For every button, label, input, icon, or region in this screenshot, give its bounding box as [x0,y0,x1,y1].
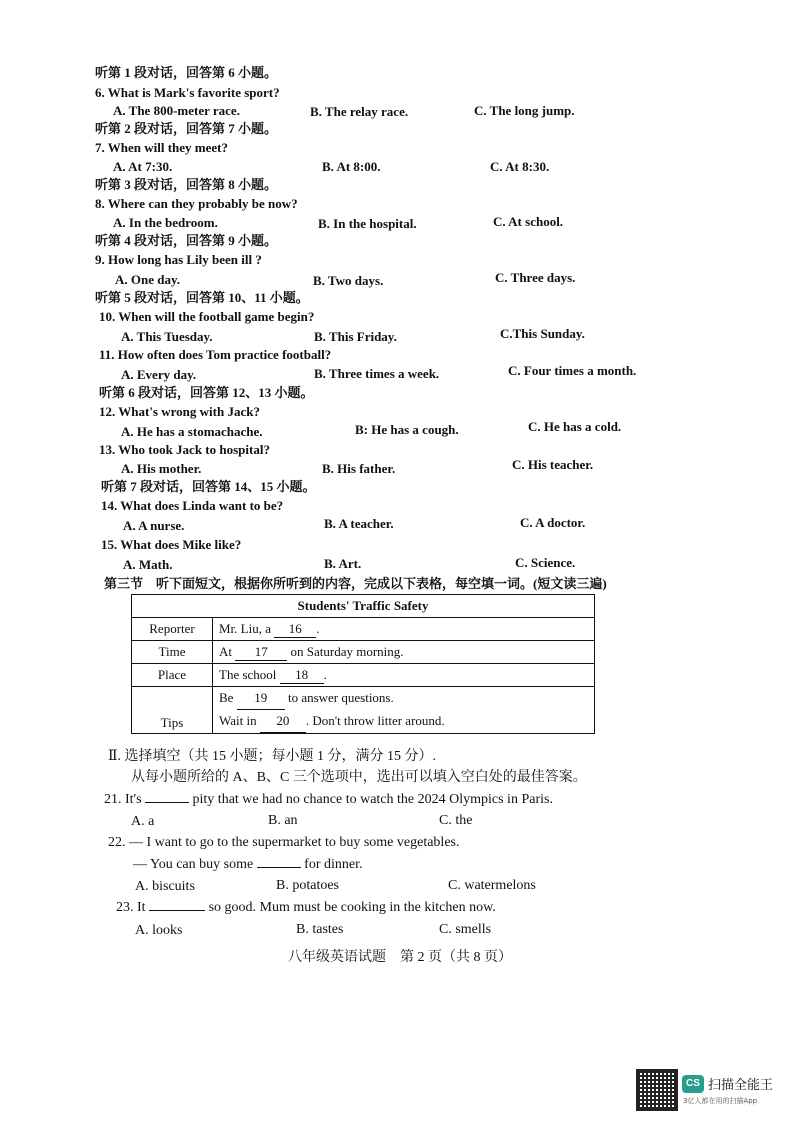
tips-cell [213,687,595,734]
reporter-label: Reporter [132,618,213,641]
section-3-instruction: 第三节 听下面短文，根据你所听到的内容，完成以下表格，每空填一词。(短文读三遍) [104,576,607,591]
q22-line2-start: — You can buy some [133,857,254,872]
q13-option-b: B. His father. [322,461,396,476]
blank-17[interactable]: 17 [235,644,287,661]
blank-20[interactable]: 20 [260,710,306,733]
question-12: 12. What's wrong with Jack? [99,404,260,419]
q13-option-c: C. His teacher. [512,457,594,472]
traffic-safety-table [131,594,595,734]
question-8: 8. Where can they probably be now? [95,196,298,211]
place-end: . [323,666,327,682]
blank-19[interactable]: 19 [237,687,285,710]
place-label: Place [132,664,213,687]
question-11: 11. How often does Tom practice football? [99,347,332,362]
q21-blank[interactable] [145,802,189,803]
q23-option-a: A. looks [135,923,183,938]
q21-option-a: A. a [131,814,155,829]
question-22: 22. — I want to go to the supermarket to buy some vegetables. [108,835,460,850]
dialogue-7-instruction: 听第 7 段对话，回答第 14、15 小题。 [101,479,316,494]
part-2-instruction: 从每小题所给的 A、B、C 三个选项中，选出可以填入空白处的最佳答案。 [131,770,587,785]
q12-option-a: A. He has a stomachache. [121,424,263,439]
q9-option-b: B. Two days. [313,273,384,288]
q22-line-2 [133,856,363,874]
blank-16[interactable]: 16 [274,621,316,638]
q12-option-c: C. He has a cold. [528,419,622,434]
scanner-logo-icon: CS [682,1075,704,1093]
q8-option-c: C. At school. [493,214,564,229]
time-cell [213,641,595,664]
q9-option-a: A. One day. [115,272,181,287]
table-row [132,641,595,664]
dialogue-6-instruction: 听第 6 段对话，回答第 12、13 小题。 [99,385,314,400]
q14-option-b: B. A teacher. [324,516,394,531]
question-21 [104,791,553,809]
question-13: 13. Who took Jack to hospital? [99,442,270,457]
q11-option-b: B. Three times a week. [314,366,440,381]
q21-option-b: B. an [268,813,298,828]
q10-option-c: C.This Sunday. [500,326,585,341]
tip1-rest: to answer questions. [287,690,394,705]
q7-option-b: B. At 8:00. [322,159,381,174]
q23-blank[interactable] [149,910,205,911]
tip2-text: Wait in [219,713,257,728]
question-23 [116,899,496,917]
q22-option-c: C. watermelons [448,878,536,893]
dialogue-4-instruction: 听第 4 段对话，回答第 9 小题。 [95,233,278,248]
dialogue-1-instruction: 听第 1 段对话，回答第 6 小题。 [95,65,278,80]
table-title: Students' Traffic Safety [132,595,595,618]
blank-18[interactable]: 18 [280,667,324,684]
dialogue-5-instruction: 听第 5 段对话，回答第 10、11 小题。 [95,290,309,305]
table-row [132,664,595,687]
q6-option-b: B. The relay race. [310,104,409,119]
q23-option-b: B. tastes [296,922,344,937]
dialogue-3-instruction: 听第 3 段对话，回答第 8 小题。 [95,177,278,192]
time-label: Time [132,641,213,664]
q23-option-c: C. smells [439,922,492,937]
q9-option-c: C. Three days. [495,270,576,285]
scanner-tagline: 3亿人都在用的扫描App [683,1097,758,1105]
q22-option-b: B. potatoes [276,878,339,893]
q12-option-b: B: He has a cough. [355,422,459,437]
q8-option-a: A. In the bedroom. [113,215,218,230]
q6-option-c: C. The long jump. [474,103,575,118]
q22-line2-end: for dinner. [304,857,363,872]
reporter-end: . [316,620,320,636]
question-7: 7. When will they meet? [95,140,228,155]
place-text: The school [219,666,277,682]
q22-option-a: A. biscuits [135,879,195,894]
q21-option-c: C. the [439,813,473,828]
q14-option-a: A. A nurse. [123,518,185,533]
q23-start: 23. It [116,900,146,915]
q15-option-c: C. Science. [515,555,576,570]
q14-option-c: C. A doctor. [520,515,586,530]
place-cell [213,664,595,687]
table-row [132,618,595,641]
q10-option-a: A. This Tuesday. [121,329,213,344]
q23-end: so good. Mum must be cooking in the kitchen now. [208,900,496,915]
tip1-text: Be [219,690,234,705]
time-text: At [219,643,232,659]
q13-option-a: A. His mother. [121,461,202,476]
reporter-text: Mr. Liu, a [219,620,271,636]
time-rest: on Saturday morning. [290,643,404,659]
part-2-heading: Ⅱ. 选择填空（共 15 小题；每小题 1 分，满分 15 分）. [108,749,437,764]
question-10: 10. When will the football game begin? [99,309,315,324]
q7-option-c: C. At 8:30. [490,159,550,174]
table-row [132,687,595,734]
q8-option-b: B. In the hospital. [318,216,417,231]
q6-option-a: A. The 800-meter race. [113,103,240,118]
question-15: 15. What does Mike like? [101,537,242,552]
question-14: 14. What does Linda want to be? [101,498,284,513]
tip2-rest: . Don't throw litter around. [305,713,445,728]
q11-option-c: C. Four times a month. [508,363,637,378]
q10-option-b: B. This Friday. [314,329,397,344]
reporter-cell [213,618,595,641]
q7-option-a: A. At 7:30. [113,159,173,174]
q15-option-b: B. Art. [324,556,362,571]
scanner-app-name: 扫描全能王 [708,1078,774,1093]
q22-blank[interactable] [257,867,301,868]
question-6: 6. What is Mark's favorite sport? [95,85,280,100]
question-9: 9. How long has Lily been ill ? [95,252,262,267]
q21-start: 21. It's [104,792,142,807]
page-footer: 八年级英语试题 第 2 页（共 8 页） [288,950,512,965]
q21-end: pity that we had no chance to watch the 2024 Olympics in Paris. [192,792,553,807]
dialogue-2-instruction: 听第 2 段对话，回答第 7 小题。 [95,121,278,136]
q15-option-a: A. Math. [123,557,173,572]
q11-option-a: A. Every day. [121,367,197,382]
tips-label: Tips [132,687,213,734]
qr-code-icon [636,1069,678,1111]
